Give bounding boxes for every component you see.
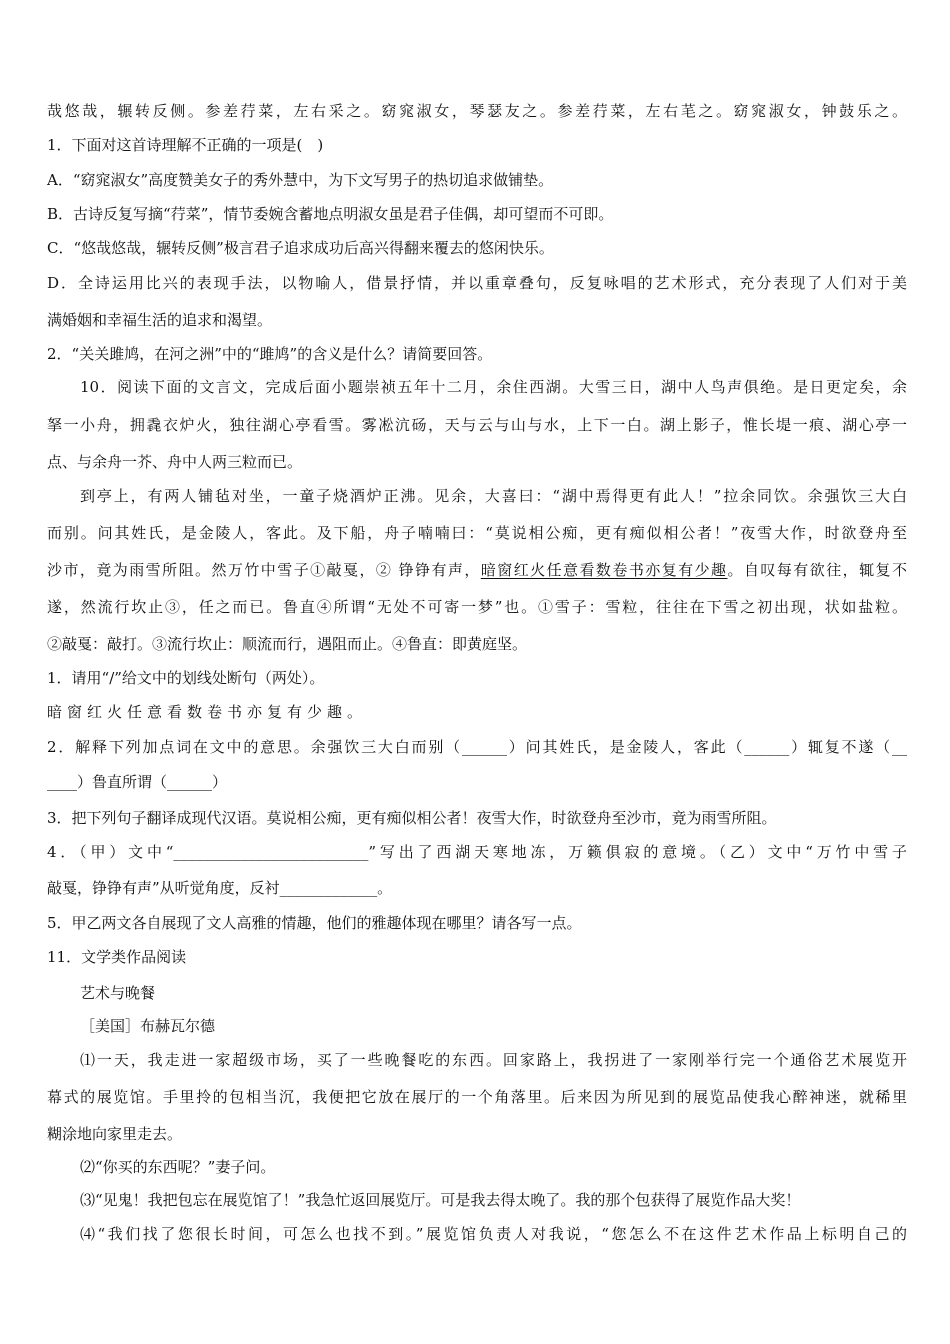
article-author: ［美国］布赫瓦尔德 — [80, 1017, 216, 1035]
article-line: 幕式的展览馆。手里拎的包相当沉，我便把它放在展厅的一个角落里。后来因为所见到的展览品使我心醉神迷，就稀里 — [47, 1088, 907, 1106]
option-d-continued: 满婚姻和幸福生活的追求和渴望。 — [47, 311, 273, 329]
passage-line: 点、与余舟一芥、舟中人两三粒而已。 — [47, 453, 303, 471]
article-paragraph-4-line: ⑷“我们找了您很长时间，可怎么也找不到。”展览馆负责人对我说，“您怎么不在这件艺术作品上标明自己的 — [80, 1225, 907, 1243]
question-10-passage-line: 10．阅读下面的文言文，完成后面小题崇祯五年十二月，余住西湖。大雪三日，湖中人鸟声俱绝。是日更定矣，余 — [80, 378, 907, 396]
passage-paragraph-2-line: 到亭上，有两人铺毡对坐，一童子烧酒炉正沸。见余，大喜曰：“湖中焉得更有此人！”拉余同饮。余强饮三大白 — [80, 487, 907, 505]
passage-text: 。自叹每有欲往，辄复不 — [727, 561, 907, 579]
passage-text: 沙市，竟为雨雪所阻。然万竹中雪子①敲戛，② 铮铮有声， — [47, 561, 481, 579]
question-1-stem: 1．下面对这首诗理解不正确的一项是( ) — [47, 136, 324, 154]
passage-line: 拏一小舟，拥毳衣炉火，独往湖心亭看雪。雾凇沆砀，天与云与山与水，上下一白。湖上影子，惟长堤一痕、湖心亭一 — [47, 416, 907, 434]
article-title: 艺术与晚餐 — [80, 984, 156, 1002]
article-paragraph-2: ⑵“你买的东西呢？”妻子问。 — [80, 1158, 276, 1176]
poem-text-line: 哉悠哉，辗转反侧。参差荇菜，左右采之。窈窕淑女，琴瑟友之。参差荇菜，左右芼之。窈窕淑女，钟鼓乐之。 — [47, 102, 907, 120]
sub-question-2-continued: ____）鲁直所谓（______） — [47, 773, 228, 791]
question-2-stem: 2．“关关雎鸠，在河之洲”中的“雎鸠”的含义是什么？请简要回答。 — [47, 345, 493, 363]
article-paragraph-1-line: ⑴一天，我走进一家超级市场，买了一些晚餐吃的东西。回家路上，我拐进了一家刚举行完一个通俗艺术展览开 — [80, 1051, 907, 1069]
option-c: C．“悠哉悠哉，辗转反侧”极言君子追求成功后高兴得翻来覆去的悠闲快乐。 — [47, 239, 554, 257]
passage-notes: ②敲戛：敲打。③流行坎止：顺流而行，遇阻而止。④鲁直：即黄庭坚。 — [47, 635, 528, 653]
question-11-heading: 11．文学类作品阅读 — [47, 948, 187, 966]
sub-question-4-continued: 敲戛，铮铮有声”从听觉角度，反衬_____________。 — [47, 879, 393, 897]
option-b: B．古诗反复写摘“荇菜”，情节委婉含蓄地点明淑女虽是君子佳偶，却可望而不可即。 — [47, 205, 614, 223]
article-line: 糊涂地向家里走去。 — [47, 1125, 183, 1143]
sentence-to-segment: 暗窗红火任意看数卷书亦复有少趣。 — [47, 703, 368, 721]
underlined-sentence: 暗窗红火任意看数卷书亦复有少趣 — [480, 561, 728, 579]
article-paragraph-3: ⑶“见鬼！我把包忘在展览馆了！”我急忙返回展览厅。可是我去得太晚了。我的那个包获得了展览作品大奖！ — [80, 1191, 801, 1209]
option-d: D．全诗运用比兴的表现手法，以物喻人，借景抒情，并以重章叠句，反复咏唱的艺术形式，充分表现了人们对于美 — [47, 274, 907, 292]
sub-question-5: 5．甲乙两文各自展现了文人高雅的情趣，他们的雅趣体现在哪里？请各写一点。 — [47, 914, 582, 932]
sub-question-1: 1．请用“/”给文中的划线处断句（两处）。 — [47, 669, 325, 687]
sub-question-4: 4．（甲）文中“__________________________”写出了西湖天寒地冻，万籁俱寂的意境。（乙）文中“万竹中雪子 — [47, 843, 907, 861]
sub-question-3: 3．把下列句子翻译成现代汉语。莫说相公痴，更有痴似相公者！夜雪大作，时欲登舟至沙市，竟为雨雪所阻。 — [47, 809, 777, 827]
passage-line: 遂，然流行坎止③，任之而已。鲁直④所谓“无处不可寄一梦”也。①雪子：雪粒，往往在下雪之初出现，状如盐粒。 — [47, 598, 907, 616]
option-a: A．“窈窕淑女”高度赞美女子的秀外慧中，为下文写男子的热切追求做铺垫。 — [47, 171, 554, 189]
passage-line-with-underline — [47, 560, 907, 580]
sub-question-2: 2．解释下列加点词在文中的意思。余强饮三大白而别（______）问其姓氏，是金陵人，客此（______）辄复不遂（__ — [47, 738, 907, 756]
passage-line: 而别。问其姓氏，是金陵人，客此。及下船，舟子喃喃曰：“莫说相公痴，更有痴似相公者！”夜雪大作，时欲登舟至 — [47, 524, 907, 542]
